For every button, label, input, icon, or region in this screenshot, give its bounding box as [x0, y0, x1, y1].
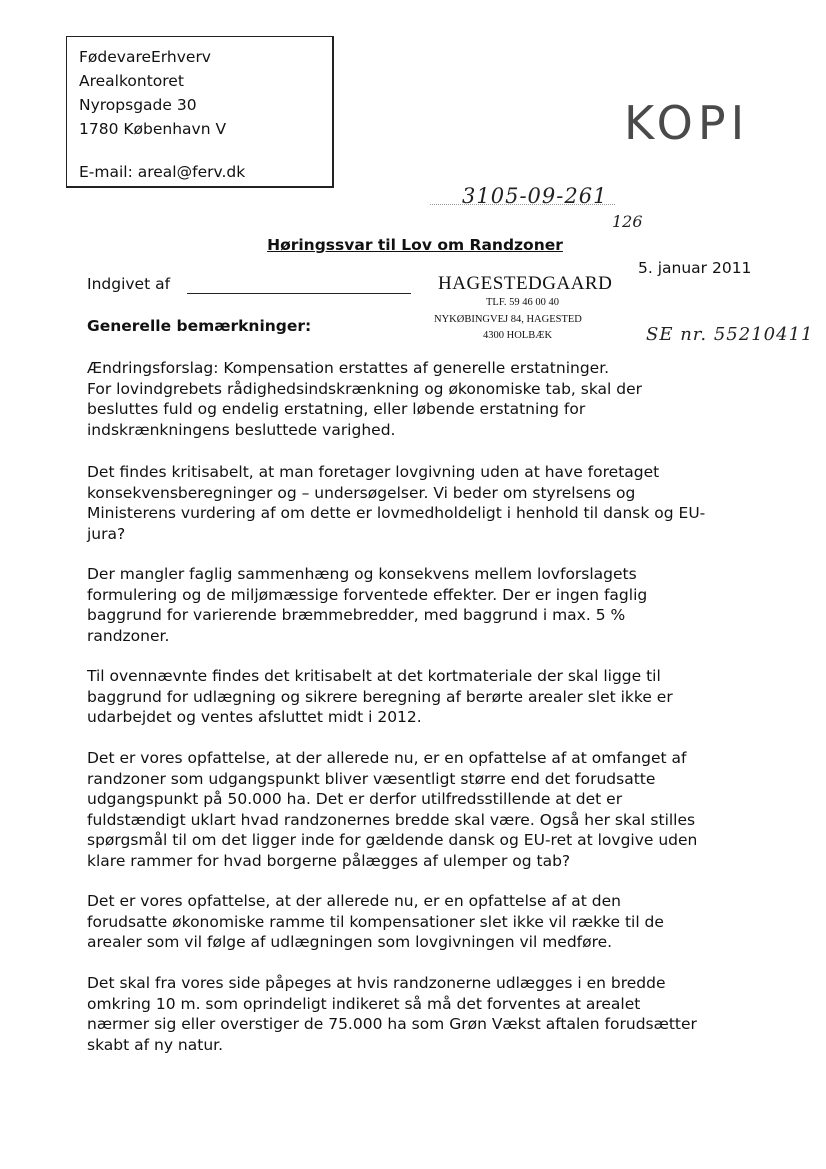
- handwritten-case-number: 3105-09-261: [462, 184, 608, 208]
- paragraph-line: Det er vores opfattelse, at der allerede nu, er en opfattelse af at omfanget af: [87, 749, 687, 767]
- kopi-stamp: KOPI: [624, 96, 750, 150]
- paragraph-line: baggrund for varierende bræmmebredder, med baggrund i max. 5 %: [87, 606, 626, 624]
- signature-line: [187, 293, 411, 294]
- paragraph-line: klare rammer for hvad borgerne pålægges af ulemper og tab?: [87, 851, 571, 870]
- document-title: Høringssvar til Lov om Randzoner: [267, 236, 563, 254]
- paragraph: [87, 666, 777, 728]
- sender-line: FødevareErhverv: [79, 48, 211, 66]
- farm-stamp-phone: TLF. 59 46 00 40: [486, 297, 559, 308]
- paragraph-line: udgangspunkt på 50.000 ha. Det er derfor utilfredsstillende at det er: [87, 790, 623, 808]
- handwritten-se-note: SE nr. 55210411: [646, 324, 814, 345]
- paragraph-line: Det er vores opfattelse, at der allerede nu, er en opfattelse af at den: [87, 892, 621, 910]
- paragraph-line: konsekvensberegninger og – undersøgelser. Vi beder om styrelsens og: [87, 483, 636, 502]
- section-heading: Generelle bemærkninger:: [87, 317, 312, 335]
- paragraph-line: udarbejdet og ventes afsluttet midt i 2012.: [87, 708, 422, 726]
- paragraph-line: Ændringsforslag: Kompensation erstattes af generelle erstatninger.: [87, 359, 610, 377]
- divider: [430, 204, 615, 205]
- submitted-by-label: Indgivet af: [87, 275, 171, 293]
- paragraph-line: baggrund for udlægning og sikrere beregning af berørte arealer slet ikke er: [87, 687, 673, 706]
- paragraph: [87, 891, 777, 953]
- paragraph-line: formulering og de miljømæssige forventede effekter. Der er ingen faglig: [87, 585, 648, 604]
- sender-address-box: [66, 36, 334, 188]
- sender-line: Nyropsgade 30: [79, 96, 197, 114]
- paragraph-line: skabt af ny natur.: [87, 1035, 224, 1054]
- sender-line: 1780 København V: [79, 120, 227, 138]
- sender-line: Arealkontoret: [79, 72, 184, 90]
- paragraph-line: fuldstændigt uklart hvad randzonernes bredde skal være. Også her skal stilles: [87, 810, 696, 829]
- paragraph: [87, 748, 777, 871]
- paragraph-line: Det findes kritisabelt, at man foretager lovgivning uden at have foretaget: [87, 463, 660, 481]
- paragraph-line: For lovindgrebets rådighedsindskrænkning og økonomiske tab, skal der: [87, 379, 643, 398]
- paragraph-line: arealer som vil følge af udlægningen som lovgivningen vil medføre.: [87, 933, 613, 951]
- paragraph: [87, 358, 777, 440]
- farm-stamp-name: HAGESTEDGAARD: [438, 273, 613, 294]
- paragraph: [87, 973, 777, 1055]
- document-date: 5. januar 2011: [638, 259, 752, 277]
- sender-email: E-mail: areal@ferv.dk: [79, 163, 246, 181]
- paragraph-line: spørgsmål til om det ligger inde for gældende dansk og EU-ret at lovgive uden: [87, 831, 698, 849]
- paragraph-line: omkring 10 m. som oprindeligt indikeret så må det forventes at arealet: [87, 994, 641, 1013]
- paragraph-line: randzoner som udgangspunkt bliver væsentligt større end det forudsatte: [87, 769, 656, 788]
- paragraph-line: nærmer sig eller overstiger de 75.000 ha som Grøn Vækst aftalen forudsætter: [87, 1015, 697, 1033]
- paragraph-line: forudsatte økonomiske ramme til kompensationer slet ikke vil række til de: [87, 912, 664, 931]
- paragraph-line: Ministerens vurdering af om dette er lovmedholdeligt i henhold til dansk og EU-: [87, 504, 706, 522]
- paragraph: [87, 462, 777, 544]
- paragraph-line: Der mangler faglig sammenhæng og konsekvens mellem lovforslagets: [87, 565, 637, 583]
- handwritten-case-sub: 126: [612, 212, 643, 231]
- paragraph-line: Det skal fra vores side påpeges at hvis randzonerne udlægges i en bredde: [87, 974, 666, 992]
- farm-stamp-city: 4300 HOLBÆK: [483, 330, 553, 341]
- paragraph-line: jura?: [87, 524, 126, 543]
- paragraph-line: randzoner.: [87, 626, 170, 645]
- farm-stamp-address: NYKØBINGVEJ 84, HAGESTED: [434, 314, 582, 325]
- paragraph-line: besluttes fuld og endelig erstatning, eller løbende erstatning for: [87, 400, 586, 418]
- paragraph-line: Til ovennævnte findes det kritisabelt at det kortmateriale der skal ligge til: [87, 667, 661, 685]
- paragraph: [87, 564, 777, 646]
- paragraph-line: indskrænkningens besluttede varighed.: [87, 420, 396, 439]
